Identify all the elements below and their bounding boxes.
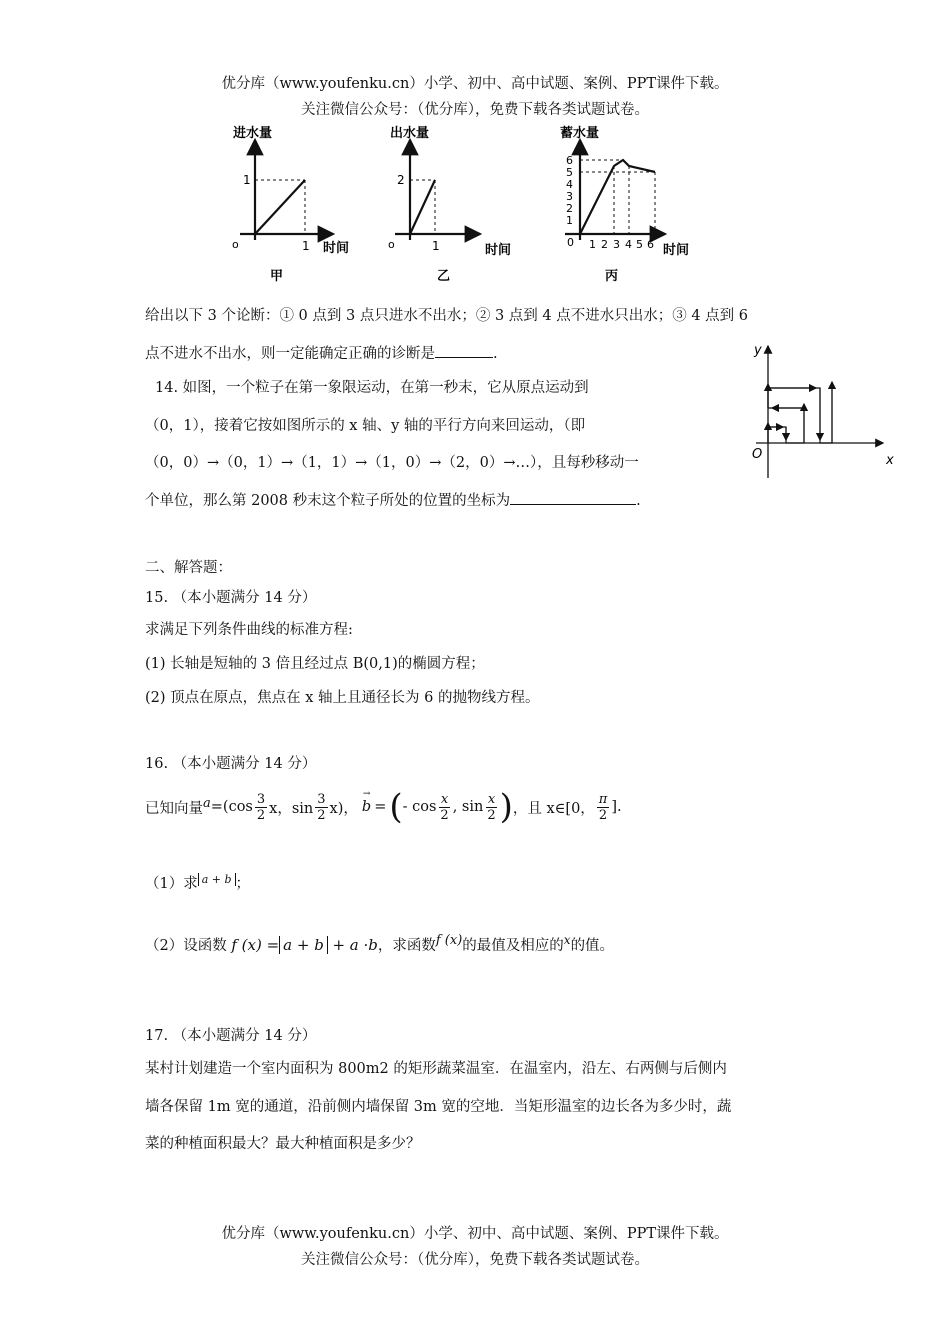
q16-a-frac-2 — [315, 792, 327, 823]
q16-part-2 — [145, 934, 614, 955]
q16-a-eq: =(cos — [210, 799, 253, 815]
q13-line-2-end: . — [493, 346, 498, 362]
jia-xlabel: 时间 — [323, 241, 350, 256]
graph-jia — [232, 125, 349, 284]
yi-ytick: 2 — [397, 173, 405, 187]
q16-b-frac-2 — [485, 792, 497, 823]
bing-ytick-5: 5 — [566, 166, 573, 179]
bing-xtick-2: 2 — [601, 238, 608, 251]
q13-line-2 — [145, 342, 498, 363]
q14-line-4-end: . — [636, 493, 641, 509]
q16-part-1-end: ； — [235, 876, 251, 892]
q16-fx-2: f (x) — [435, 933, 463, 948]
bing-xtick-4: 4 — [625, 238, 632, 251]
q16-title: 16. （本小题满分 14 分） — [145, 756, 317, 772]
q16-part-1-abs: a + b — [198, 873, 236, 886]
q16-b-eq: = — [374, 799, 387, 815]
q13-line-1: 给出以下 3 个论断：① 0 点到 3 点只进水不出水；② 3 点到 4 点不进水只出水；③ 4 点到 6 — [145, 308, 748, 324]
footer-line-2: 关注微信公众号：（优分库），免费下载各类试题试卷。 — [301, 1252, 649, 1268]
q16-b-frac-1 — [438, 792, 450, 823]
bing-ytick-3: 3 — [566, 190, 573, 203]
bing-ytick-2: 2 — [566, 202, 573, 215]
q16-part-2-label: （2）设函数 — [145, 938, 227, 954]
bing-xlabel: 时间 — [663, 243, 690, 258]
q16-b-frac-1-den: 2 — [440, 807, 449, 823]
q16-vector-b-wrap — [361, 789, 372, 815]
header-line-2: 关注微信公众号：（优分库），免费下载各类试题试卷。 — [301, 102, 649, 118]
q14-line-2: （0，1），接着它按如图所示的 x 轴、y 轴的平行方向来回运动，（即 — [145, 418, 586, 434]
q14-line-3: （0，0）→（0，1）→（1，1）→（1，0）→（2，0）→…），且每秒移动一 — [145, 455, 639, 471]
q16-pi-den: 2 — [598, 807, 608, 823]
jia-caption: 甲 — [270, 269, 284, 284]
q16-given-text: 已知向量 — [145, 800, 203, 817]
q14-line-4-text: 个单位，那么第 2008 秒末这个粒子所处的位置的坐标为 — [145, 493, 511, 509]
yi-origin: o — [388, 238, 395, 251]
q16-fx: f (x) = — [231, 936, 280, 954]
bing-caption: 丙 — [605, 269, 619, 284]
yi-ylabel: 出水量 — [390, 126, 430, 141]
q13-line-2-text: 点不进水不出水，则一定能确定正确的诊断是 — [145, 346, 435, 362]
q16-a-mid: x，sin — [269, 800, 314, 817]
q15-title: 15. （本小题满分 14 分） — [145, 590, 317, 606]
bing-origin: 0 — [567, 236, 574, 249]
q16-part-2-text: ，求函数 — [377, 938, 436, 954]
bing-xtick-3: 3 — [613, 238, 620, 251]
jia-xtick: 1 — [302, 239, 310, 253]
q17-line-2: 墙各保留 1m 宽的通道，沿前侧内墙保留 3m 宽的空地．当矩形温室的边长各为多少时，蔬 — [145, 1099, 732, 1115]
q16-part-2-text-2: 的最值及相应的 — [462, 938, 564, 954]
q16-part-2-rest: + a ·b — [332, 936, 378, 954]
bing-ytick-6: 6 — [566, 154, 573, 167]
q16-a-frac-2-den: 2 — [317, 807, 326, 823]
yi-xlabel: 时间 — [485, 243, 512, 258]
left-paren-icon: ( — [389, 787, 403, 827]
q16-b-frac-1-num: x — [440, 791, 449, 807]
jia-origin: o — [232, 238, 239, 251]
bing-xtick-6: 6 — [647, 238, 654, 251]
graph-bing — [560, 125, 689, 284]
q16-part-2-abs: a + b — [279, 936, 328, 954]
q17-title: 17. （本小题满分 14 分） — [145, 1028, 317, 1044]
particle-origin: O — [752, 447, 763, 462]
q16-b-frac-2-num: x — [487, 791, 496, 807]
q16-pi-num: π — [598, 791, 608, 807]
q16-condition: ，且 x∈[0， — [512, 800, 595, 817]
right-paren-icon: ) — [499, 787, 513, 827]
bing-ylabel: 蓄水量 — [560, 126, 600, 141]
q16-b-frac-2-den: 2 — [487, 807, 496, 823]
q16-a-frac-1 — [255, 792, 267, 823]
bing-xtick-5: 5 — [636, 238, 643, 251]
q16-a-frac-2-num: 3 — [317, 791, 326, 807]
q16-b-sin: , sin — [452, 799, 484, 815]
q13-answer-blank — [435, 357, 493, 358]
q16-a-frac-1-num: 3 — [256, 791, 266, 807]
q16-part-1 — [145, 872, 250, 893]
q16-pi-frac — [597, 792, 610, 823]
particle-xlabel: x — [886, 453, 894, 468]
q17-line-3: 菜的种植面积最大？最大种植面积是多少？ — [145, 1136, 421, 1152]
q16-part-1-label: （1）求 — [145, 876, 198, 892]
jia-ylabel: 进水量 — [233, 126, 273, 141]
header-line-1: 优分库（www.youfenku.cn）小学、初中、高中试题、案例、PPT课件下载。 — [221, 76, 729, 92]
q17-line-1: 某村计划建造一个室内面积为 800m2 的矩形蔬菜温室．在温室内，沿左、右两侧与后侧内 — [145, 1061, 727, 1077]
q16-x-var: x — [563, 933, 571, 947]
q16-a-frac-1-den: 2 — [256, 807, 266, 823]
yi-xtick: 1 — [432, 239, 440, 253]
q16-vector-a: a — [203, 795, 211, 811]
q14-line-4 — [145, 489, 641, 510]
q16-vector-b: b — [361, 799, 372, 815]
particle-path-figure — [748, 338, 908, 478]
q16-part-2-text-3: 的值。 — [570, 938, 615, 954]
footer-line-1: 优分库（www.youfenku.cn）小学、初中、高中试题、案例、PPT课件下载。 — [221, 1226, 729, 1242]
q14-answer-blank — [510, 504, 636, 505]
q15-part-2: (2) 顶点在原点，焦点在 x 轴上且通径长为 6 的抛物线方程。 — [145, 690, 540, 706]
q15-intro: 求满足下列条件曲线的标准方程: — [145, 622, 353, 638]
yi-caption: 乙 — [437, 269, 451, 284]
bing-xtick-1: 1 — [589, 238, 596, 251]
q15-part-1: (1) 长轴是短轴的 3 倍且经过点 B(0,1)的椭圆方程； — [145, 656, 485, 672]
q14-line-1: 14. 如图，一个粒子在第一象限运动，在第一秒末，它从原点运动到 — [155, 380, 589, 396]
q16-given-line — [145, 787, 622, 827]
bing-ytick-4: 4 — [566, 178, 573, 191]
section-2-title: 二、解答题： — [145, 560, 232, 576]
q16-a-end: x)， — [329, 800, 358, 817]
vector-arrow-icon: → — [362, 789, 371, 799]
graph-yi — [388, 125, 511, 284]
particle-ylabel: y — [754, 343, 762, 358]
q16-condition-end: ]. — [611, 799, 622, 815]
jia-ytick: 1 — [243, 173, 251, 187]
bing-ytick-1: 1 — [566, 214, 573, 227]
q16-b-cos: - cos — [402, 799, 437, 815]
water-graphs-figure — [215, 122, 705, 292]
